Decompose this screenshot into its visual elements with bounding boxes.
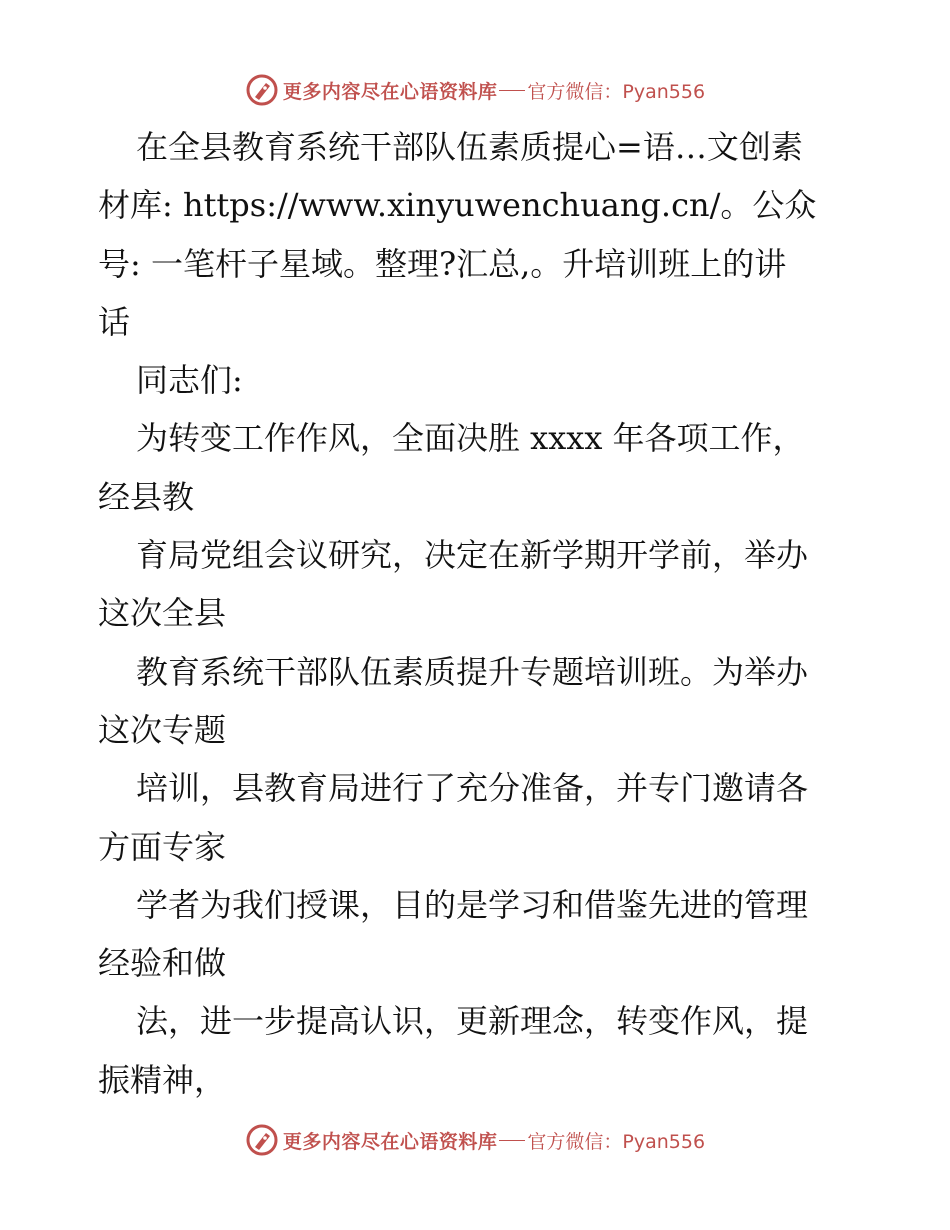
watermark-dash: [499, 1140, 525, 1141]
document-line: 这次专题: [98, 710, 227, 749]
document-line: 号: 一笔杆子星域。整理?汇总,。升培训班上的讲: [98, 244, 787, 283]
document-line: 为转变工作作风，全面决胜 xxxx 年各项工作，: [136, 419, 805, 458]
document-line: 经验和做: [98, 944, 227, 983]
document-line: 这次全县: [98, 594, 227, 633]
watermark-brand-text: 更多内容尽在心语资料库: [282, 1130, 498, 1153]
watermark-dash: [499, 90, 525, 91]
document-line: 材库: https://www.xinyuwenchuang.cn/。公众: [98, 186, 817, 225]
document-line: 育局党组会议研究，决定在新学期开学前，举办: [136, 536, 809, 575]
watermark-official-text: 官方微信：Pyan556: [527, 1130, 706, 1153]
header-watermark: [0, 70, 950, 110]
document-line: 学者为我们授课，目的是学习和借鉴先进的管理: [136, 885, 809, 924]
document-line: 在全县教育系统干部队伍素质提心=语…文创素: [136, 128, 803, 166]
document-line: 话: [98, 302, 131, 341]
document-line: 振精神，: [98, 1060, 227, 1099]
document-line: 经县教: [98, 477, 195, 516]
document-line: 方面专家: [98, 827, 227, 866]
document-line: 法，进一步提高认识，更新理念，转变作风，提: [136, 1002, 809, 1041]
watermark-official-text: 官方微信：Pyan556: [527, 80, 706, 103]
document-body: [98, 118, 858, 1109]
watermark-brand-text: 更多内容尽在心语资料库: [282, 80, 498, 103]
document-line: 教育系统干部队伍素质提升专题培训班。为举办: [136, 652, 809, 691]
pen-nib-logo-icon: [245, 73, 279, 107]
document-line: 同志们:: [136, 361, 243, 400]
footer-watermark: [0, 1120, 950, 1160]
document-line: 培训，县教育局进行了充分准备，并专门邀请各: [136, 769, 809, 808]
pen-nib-logo-icon: [245, 1123, 279, 1157]
